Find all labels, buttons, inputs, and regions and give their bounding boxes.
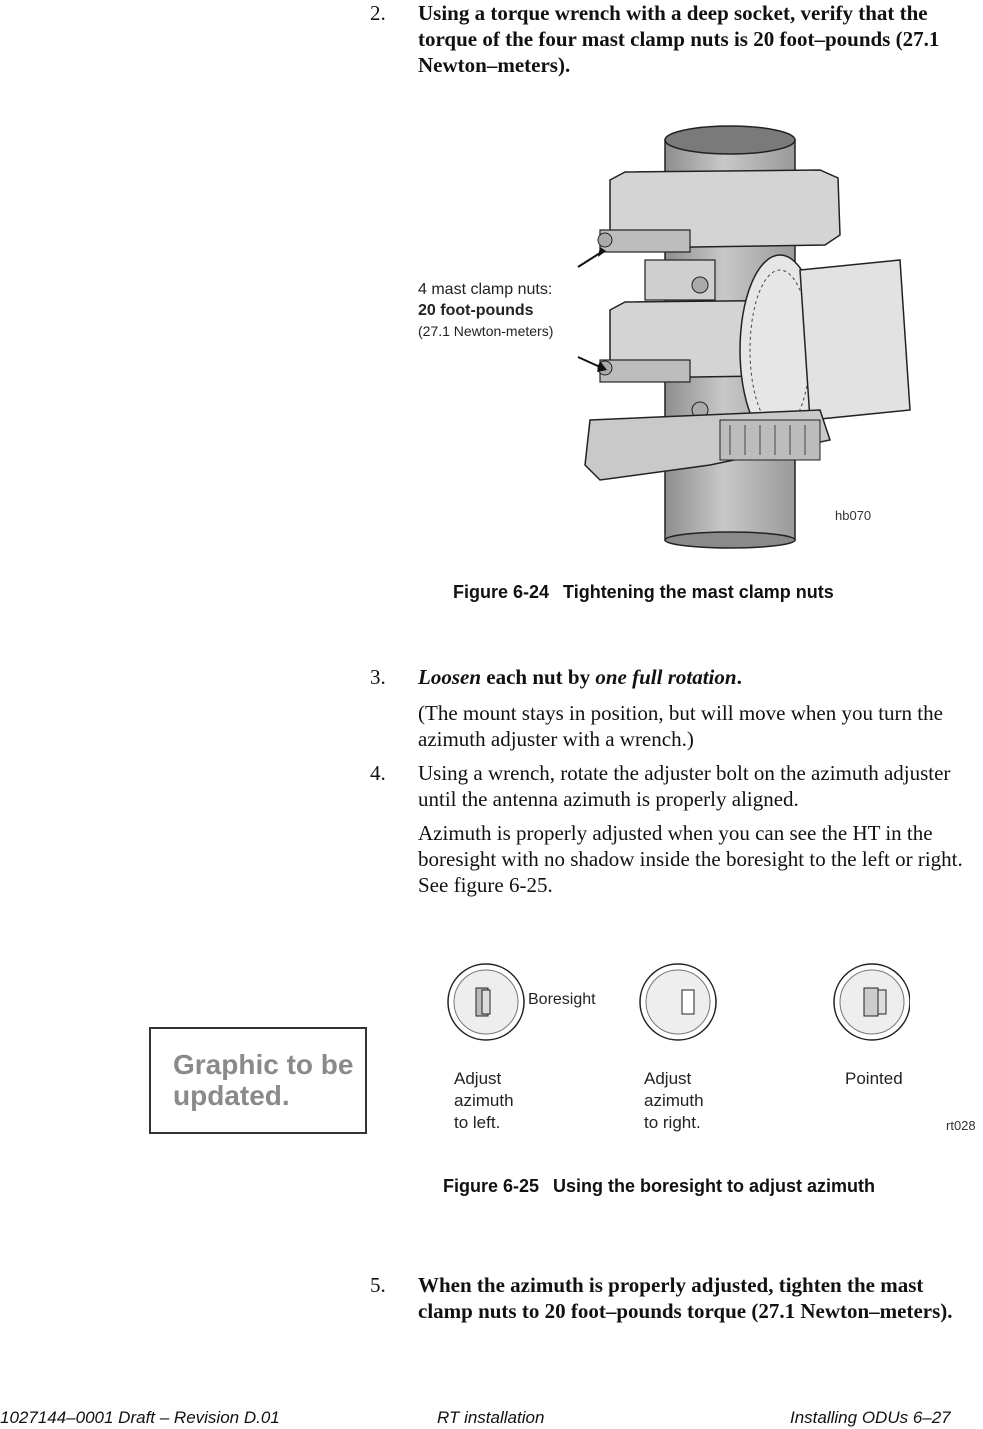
caption-label: Figure 6-24 <box>453 582 550 602</box>
step-3-em-rotation: one full rotation <box>595 665 737 689</box>
panel-left-line-1: Adjust <box>454 1069 502 1088</box>
footer-doc-id: 1027144–0001 Draft – Revision D.01 <box>0 1408 280 1427</box>
callout-line-2: 20 foot-pounds <box>418 302 534 319</box>
step-3-mid: each nut by <box>481 665 596 689</box>
boresight-label: Boresight <box>528 991 596 1008</box>
step-5-number: 5. <box>370 1273 386 1297</box>
step-2-number: 2. <box>370 1 386 25</box>
step-3-end: . <box>736 665 742 689</box>
step-3-text <box>418 664 978 690</box>
caption-title: Tightening the mast clamp nuts <box>563 582 834 602</box>
mast-clamp-illustration <box>570 120 920 560</box>
panel-left-line-2: azimuth <box>454 1091 514 1110</box>
step-3-note: (The mount stays in position, but will move when you turn the azimuth adjuster with a wrench.) <box>418 701 943 751</box>
graphic-placeholder <box>149 1027 367 1134</box>
figure-6-24-caption <box>453 582 834 603</box>
step-2-text: Using a torque wrench with a deep socket, verify that the torque of the four mast clamp nuts is 20 foot–pounds (27.1 Newton–meters). <box>418 1 940 77</box>
figure-6-25-id: rt028 <box>946 1118 976 1133</box>
panel-middle-label <box>644 1068 704 1134</box>
callout-line-1: 4 mast clamp nuts: <box>418 281 553 298</box>
step-3-em-loosen: Loosen <box>418 665 481 689</box>
footer-chapter: Installing ODUs 6–27 <box>790 1408 951 1427</box>
step-4-number: 4. <box>370 761 386 785</box>
placeholder-text <box>173 1049 353 1111</box>
panel-middle-line-1: Adjust <box>644 1069 692 1088</box>
step-4-note: Azimuth is properly adjusted when you can see the HT in the boresight with no shadow inside the boresight to the left or right. See figure 6-25. <box>418 821 963 897</box>
footer-section: RT installation <box>437 1408 545 1427</box>
figure-6-25-caption <box>443 1176 875 1197</box>
figure-6-24-id: hb070 <box>835 508 872 523</box>
step-4-text: Using a wrench, rotate the adjuster bolt on the azimuth adjuster until the antenna azimuth is properly aligned. <box>418 761 951 811</box>
callout-line-3: (27.1 Newton-meters) <box>418 323 554 339</box>
panel-left-label <box>454 1068 514 1134</box>
panel-left-line-3: to left. <box>454 1113 501 1132</box>
boresight-views <box>440 960 910 1050</box>
callout-arrows <box>570 215 620 385</box>
placeholder-line-2: updated. <box>173 1080 290 1111</box>
panel-middle-line-3: to right. <box>644 1113 701 1132</box>
step-3-number: 3. <box>370 665 386 689</box>
placeholder-line-1: Graphic to be <box>173 1049 354 1080</box>
step-5-text: When the azimuth is properly adjusted, tighten the mast clamp nuts to 20 foot–pounds torque (27.1 Newton–meters). <box>418 1273 953 1323</box>
panel-right-label: Pointed <box>845 1069 903 1088</box>
caption-title: Using the boresight to adjust azimuth <box>553 1176 876 1196</box>
panel-middle-line-2: azimuth <box>644 1091 704 1110</box>
caption-label: Figure 6-25 <box>443 1176 540 1196</box>
